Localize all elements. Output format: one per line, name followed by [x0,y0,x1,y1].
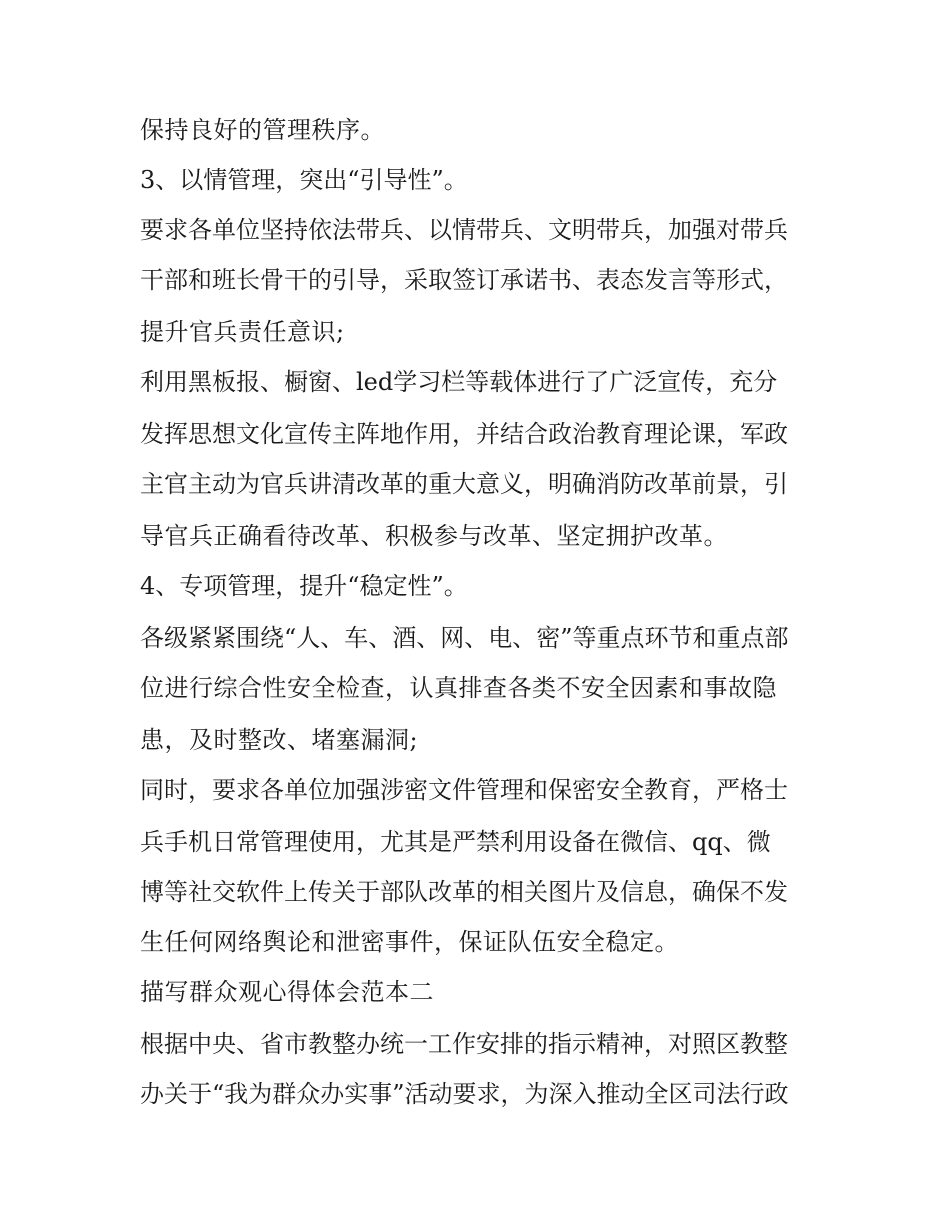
section-title: 描写群众观心得体会范本二 [140,978,434,1006]
text-line: 办关于“我为群众办实事”活动要求，为深入推动全区司法行政 [140,1080,789,1108]
text-line: 保持良好的管理秩序。 [140,116,385,144]
text-line: 各级紧紧围绕“人、车、酒、网、电、密”等重点环节和重点部 [140,624,789,652]
text-line: 提升官兵责任意识; [140,318,345,346]
text-line: 根据中央、省市教整办统一工作安排的指示精神，对照区教整 [140,1030,788,1058]
text-line: 干部和班长骨干的引导，采取签订承诺书、表态发言等形式， [140,266,788,294]
text-line: 导官兵正确看待改革、积极参与改革、坚定拥护改革。 [140,522,728,550]
text-line: 生任何网络舆论和泄密事件，保证队伍安全稳定。 [140,928,679,956]
section-heading: 4、专项管理，提升“稳定性”。 [140,572,468,600]
text-line: 要求各单位坚持依法带兵、以情带兵、文明带兵，加强对带兵 [140,216,788,244]
section-heading: 3、以情管理，突出“引导性”。 [140,166,468,194]
text-line: 同时，要求各单位加强涉密文件管理和保密安全教育，严格士 [140,776,788,804]
text-line: 位进行综合性安全检查，认真排查各类不安全因素和事故隐 [140,674,777,702]
text-line: 兵手机日常管理使用，尤其是严禁利用设备在微信、qq、微 [140,828,771,856]
text-line: 患，及时整改、堵塞漏洞; [140,726,419,754]
text-line: 主官主动为官兵讲清改革的重大意义，明确消防改革前景，引 [140,470,788,498]
text-line: 博等社交软件上传关于部队改革的相关图片及信息，确保不发 [140,878,788,906]
text-line: 利用黑板报、橱窗、led学习栏等载体进行了广泛宣传，充分 [140,368,778,396]
text-line: 发挥思想文化宣传主阵地作用，并结合政治教育理论课，军政 [140,420,788,448]
